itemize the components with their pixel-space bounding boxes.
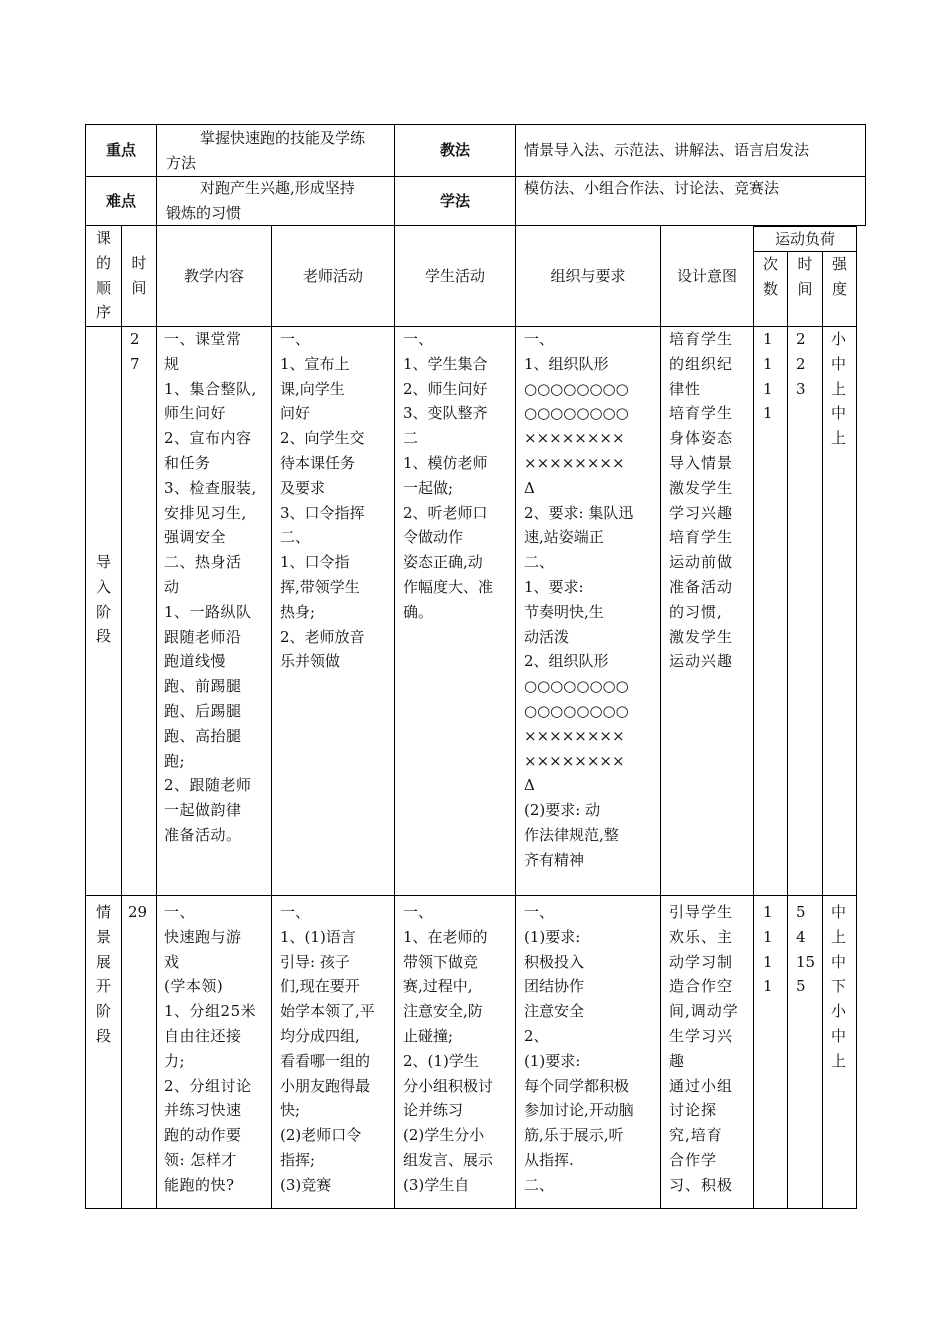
header-right-border <box>865 124 866 226</box>
col-header-student: 学生活动 <box>424 267 485 285</box>
row1-time: 2 7 <box>130 330 140 373</box>
col-line-3 <box>271 225 272 1209</box>
header-top-border <box>85 124 866 125</box>
col-header-design: 设计意图 <box>676 267 737 285</box>
jiaofa-value: 情景导入法、示范法、讲解法、语言启发法 <box>524 141 810 159</box>
col-header-content: 教学内容 <box>183 267 244 285</box>
nandian-value: 对跑产生兴趣,形成坚持 锻炼的习惯 <box>166 179 355 222</box>
row1-count: 1 1 1 1 <box>763 330 773 423</box>
col-line-7 <box>753 225 754 1209</box>
col-line-9 <box>822 251 823 1209</box>
row1-teacher: 一、 1、宣布上 课,向学生 问好 2、向学生交 待本课任务 及要求 3、口令指挥 二、 1、口令指 挥,带领学生 热身; 2、老师放音 乐并领做 <box>280 330 365 671</box>
row-divider-1 <box>85 895 856 896</box>
row1-intensity: 小 中 上 中 上 <box>831 330 847 448</box>
col-header-order: 课 的 顺 序 <box>95 229 111 322</box>
row1-student: 一、 1、学生集合 2、师生问好 3、变队整齐 二 1、模仿老师 一起做; 2、听老师口 令做动作 姿态正确,动 作幅度大、准 确。 <box>403 330 494 621</box>
col-header-load-time: 时 间 <box>797 255 813 298</box>
row2-student: 一、 1、在老师的 带领下做竞 赛,过程中, 注意安全,防 止碰撞; 2、(1)学生 分小组积极讨 论并练习 (2)学生分小 组发言、展示 (3)学生自 <box>403 903 494 1194</box>
col-header-count: 次 数 <box>762 255 778 298</box>
xuefa-label: 学法 <box>439 192 470 210</box>
row1-design: 培育学生 的组织纪 律性 培育学生 身体姿态 导入情景 激发学生 学习兴趣 培育学生 运动前做 准备活动 的习惯, 激发学生 运动兴趣 <box>669 330 734 671</box>
col-line-10 <box>856 226 857 1209</box>
zhongdian-label: 重点 <box>105 141 136 159</box>
row1-load-time: 2 2 3 <box>796 330 806 398</box>
nandian-label: 难点 <box>105 192 136 210</box>
col-header-intensity: 强 度 <box>831 255 847 298</box>
col-header-teacher: 老师活动 <box>302 267 363 285</box>
table-bottom-border <box>85 1208 856 1209</box>
row2-intensity: 中 上 中 下 小 中 上 <box>831 903 847 1070</box>
col-line-1 <box>121 225 122 1209</box>
header-divider-3 <box>515 124 516 226</box>
row2-count: 1 1 1 1 <box>763 903 773 996</box>
row2-content: 一、 快速跑与游 戏 (学本领) 1、分组25米 自由往还接 力; 2、分组讨论 并练习快速 跑的动作要 领: 怎样才 能跑的快? <box>164 903 257 1194</box>
jiaofa-label: 教法 <box>439 141 470 159</box>
row2-org: 一、 (1)要求: 积极投入 团结协作 注意安全 2、 (1)要求: 每个同学都积极 参加讨论,开动脑 筋,乐于展示,听 从指挥. 二、 <box>524 903 634 1194</box>
row2-load-time: 5 4 15 5 <box>796 903 816 996</box>
row2-design: 引导学生 欢乐、主 动学习制 造合作空 间,调动学 生学习兴 趣 通过小组 讨论探 究,培育 合作学 习、积极 <box>669 903 739 1194</box>
row2-stage: 情 景 展 开 阶 段 <box>95 903 111 1045</box>
col-header-load: 运动负荷 <box>774 230 835 248</box>
row1-org: 一、 1、组织队形 ○○○○○○○○ ○○○○○○○○ ×××××××× ×××××××× Δ 2、要求: 集队迅 速,站姿端正 二、 1、要求: 节奏明快,生 动活泼 2、组织队形 ○○○○○○○○ ○○○○○○○○ ×××××××× ×××××××× Δ (2)要求: 动 作法律规范,整 齐有精神 <box>524 330 634 869</box>
header-divider-1 <box>156 124 157 226</box>
row1-content: 一、课堂常 规 1、集合整队, 师生问好 2、宣布内容 和任务 3、检查服装, 安排见习生, 强调安全 二、热身活 动 1、一路纵队 跟随老师沿 跑道线慢 跑、前踢腿 跑、后踢腿 跑、高抬腿 跑; 2、跟随老师 一起做韵律 准备活动。 <box>164 330 257 844</box>
row1-stage: 导 入 阶 段 <box>95 553 111 646</box>
zhongdian-value: 掌握快速跑的技能及学练 方法 <box>166 129 366 172</box>
col-line-2 <box>156 225 157 1209</box>
row2-time: 29 <box>128 903 148 921</box>
row2-teacher: 一、 1、(1)语言 引导: 孩子 们,现在要开 始学本领了,平 均分成四组, 看看哪一组的 小朋友跑得最 快; (2)老师口令 指挥; (3)竞赛 <box>280 903 375 1194</box>
col-line-8 <box>787 251 788 1209</box>
col-line-0 <box>85 225 86 1209</box>
col-line-4 <box>394 225 395 1209</box>
xuefa-value: 模仿法、小组合作法、讨论法、竞赛法 <box>524 179 780 197</box>
col-header-time: 时 间 <box>131 254 147 297</box>
col-line-6 <box>660 225 661 1209</box>
col-header-org: 组织与要求 <box>550 267 626 285</box>
col-line-5 <box>515 225 516 1209</box>
